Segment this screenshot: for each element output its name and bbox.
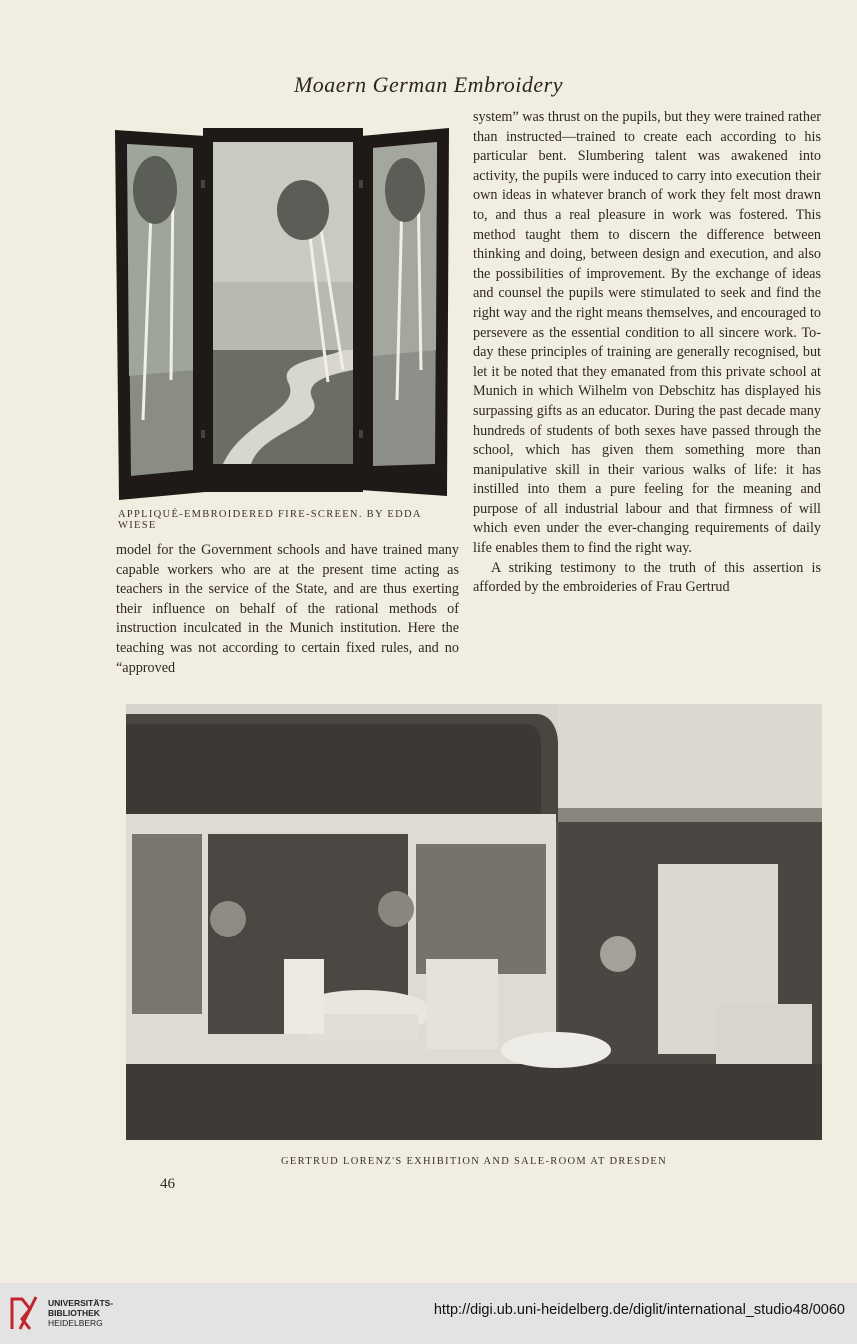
library-line-1: UNIVERSITÄTS-: [48, 1298, 114, 1308]
source-url-link[interactable]: http://digi.ub.uni-heidelberg.de/diglit/international_studio48/0060: [433, 1302, 845, 1318]
library-line-2: BIBLIOTHEK: [48, 1308, 100, 1318]
library-footer: [0, 1283, 857, 1344]
right-paragraph-2: A striking testimony to the truth of this assertion is afforded by the embroideries of Frau Gertrud: [473, 559, 821, 596]
library-line-3: HEIDELBERG: [48, 1318, 103, 1328]
university-library-logo-icon: [8, 1293, 42, 1333]
left-paragraph-1: model for the Government schools and have trained many capable workers who are at the present time acting as teachers in the service of the State, and are thus exerting their influence on behalf of the rational methods of instruction inculcated in the Munich institution. Here the teaching was not according to certain fixed rules, and no “approved: [116, 542, 459, 676]
left-column: [116, 541, 459, 678]
exhibition-room-photograph: [126, 704, 822, 1140]
fire-screen-caption: APPLIQUÉ-EMBROIDERED FIRE-SCREEN. BY EDDA WIESE: [118, 509, 422, 531]
fire-screen-illustration: [113, 120, 451, 502]
right-column: [473, 108, 821, 598]
exhibition-room-caption: GERTRUD LORENZ'S EXHIBITION AND SALE-ROOM AT DRESDEN: [281, 1156, 667, 1167]
library-name: [48, 1298, 113, 1328]
right-paragraph-1: system” was thrust on the pupils, but they were trained rather than instructed—trained to create each according to his particular bent. Slumbering talent was awakened into activity, the pupils were induced to carry into execution their own ideas in whatever branch of work they felt most drawn to, and thus a real pleasure in work was fostered. This method taught them to discern the difference between thinking and doing, between design and execution, and also the possibilities of improvement. By the exchange of ideas and counsel the pupils were stimulated to seek and find the right way and the right means themselves, and encouraged to persevere as the essential condition to all sincere work. To-day these principles of training are generally recognised, but let it be noted that they emanated from this private school at Munich in which Wilhelm von Debschitz has displayed his surpassing gifts as an educator. During the past decade many hundreds of students of both sexes have passed through the school, which has given them something more than manipulative skill in their various walks of life: it has instilled into them a pure feeling for the meaning and purpose of all industrial labour and that firmness of will which even under the ever-changing requirements of daily life enables them to find the right way.: [473, 109, 821, 557]
running-title: Moaern German Embroidery: [293, 72, 564, 97]
page-number: 46: [160, 1176, 175, 1192]
